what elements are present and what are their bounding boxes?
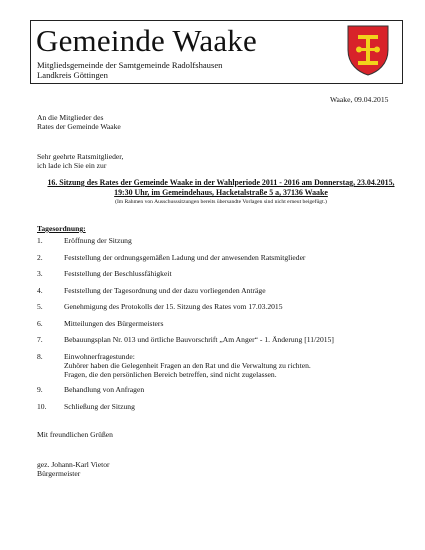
agenda-item-number: 3. — [37, 269, 43, 278]
agenda-item-number: 1. — [37, 236, 43, 245]
agenda-item-text: Feststellung der Beschlussfähigkeit — [64, 269, 172, 278]
agenda-item-text: Bebauungsplan Nr. 013 und örtliche Bauvorschrift „Am Anger“ - 1. Änderung [11/2015] — [64, 335, 334, 344]
agenda-item-number: 8. — [37, 352, 43, 361]
letterhead-district: Landkreis Göttingen — [37, 70, 108, 80]
agenda-item-number: 6. — [37, 319, 43, 328]
agenda-item-text: Feststellung der ordnungsgemäßen Ladung und der anwesenden Ratsmitglieder — [64, 253, 306, 262]
agenda-item-text: Schließung der Sitzung — [64, 402, 135, 411]
meeting-time-place: 19:30 Uhr, im Gemeindehaus, Hacketalstraße 5 a, 37136 Waake — [114, 188, 328, 197]
recipient-line-1: An die Mitglieder des — [37, 113, 104, 122]
coat-of-arms-icon — [346, 24, 390, 76]
salutation-line-2: ich lade ich Sie ein zur — [37, 161, 107, 170]
meeting-note: (Im Rahmen von Ausschusssitzungen bereits übersandte Vorlagen sind nicht erneut beigefügt.) — [115, 199, 327, 205]
agenda-item-text: Mitteilungen des Bürgermeisters — [64, 319, 164, 328]
closing-greeting: Mit freundlichen Grüßen — [37, 430, 113, 439]
meeting-title: 16. Sitzung des Rates der Gemeinde Waake in der Wahlperiode 2011 - 2016 am Donnerstag, 23.04.2015, — [47, 178, 395, 187]
letter-date: Waake, 09.04.2015 — [330, 95, 389, 104]
agenda-item-text: Einwohnerfragestunde: — [64, 352, 135, 361]
agenda-item-number: 5. — [37, 302, 43, 311]
agenda-item-number: 4. — [37, 286, 43, 295]
agenda-heading: Tagesordnung: — [37, 224, 86, 233]
agenda-item-detail: Zuhörer haben die Gelegenheit Fragen an den Rat und die Verwaltung zu richten. — [64, 361, 311, 370]
agenda-item-text: Feststellung der Tagesordnung und der dazu vorliegenden Anträge — [64, 286, 266, 295]
signature-name: gez. Johann-Karl Vietor — [37, 460, 110, 469]
agenda-item-detail: Fragen, die den persönlichen Bereich betreffen, sind nicht zugelassen. — [64, 370, 277, 379]
agenda-item-number: 7. — [37, 335, 43, 344]
agenda-item-number: 2. — [37, 253, 43, 262]
salutation-line-1: Sehr geehrte Ratsmitglieder, — [37, 152, 124, 161]
recipient-line-2: Rates der Gemeinde Waake — [37, 122, 121, 131]
agenda-item-text: Eröffnung der Sitzung — [64, 236, 132, 245]
municipality-title: Gemeinde Waake — [36, 23, 257, 58]
agenda-item-number: 9. — [37, 385, 43, 394]
letterhead-subtitle: Mitgliedsgemeinde der Samtgemeinde Radolfshausen — [37, 60, 223, 70]
agenda-item-text: Behandlung von Anfragen — [64, 385, 145, 394]
agenda-item-number: 10. — [37, 402, 47, 411]
signature-role: Bürgermeister — [37, 469, 81, 478]
agenda-item-text: Genehmigung des Protokolls der 15. Sitzung des Rates vom 17.03.2015 — [64, 302, 283, 311]
